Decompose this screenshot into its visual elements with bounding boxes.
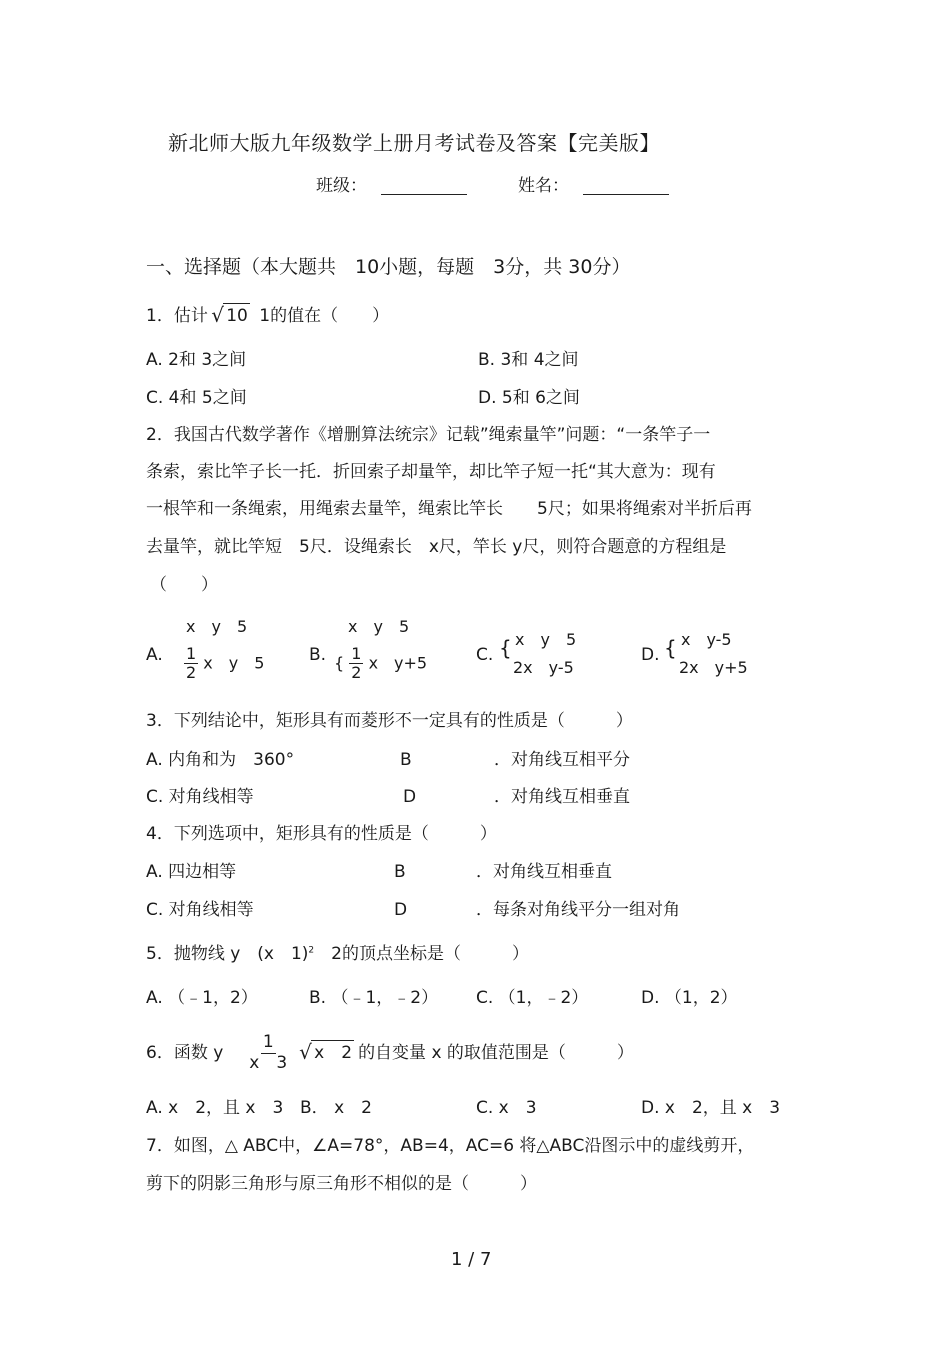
exponent: 2 [308, 945, 315, 956]
q2-option-a-label: A. [146, 645, 163, 665]
fraction [249, 1033, 287, 1073]
sqrt-expression [213, 308, 250, 325]
q4-option-b-letter: B [394, 862, 406, 882]
fraction [184, 645, 198, 683]
q1-option-b: B. 3和 4之间 [478, 350, 579, 370]
question-3-stem: 3．下列结论中，矩形具有而菱形不一定具有的性质是（ ） [146, 711, 633, 731]
fraction [349, 645, 363, 683]
question-7-line-2: 剪下的阴影三角形与原三角形不相似的是（ ） [146, 1174, 537, 1194]
class-blank [381, 176, 467, 195]
question-6-prefix: 6．函数 y [146, 1042, 224, 1063]
q1-option-c: C. 4和 5之间 [146, 388, 247, 408]
q4-option-b-text: ．对角线互相垂直 [476, 862, 612, 882]
question-7-line-1: 7．如图，△ ABC中，∠A=78°，AB=4，AC=6 将△ABC沿图示中的虚线剪开， [146, 1136, 755, 1156]
class-field [316, 176, 467, 195]
q2-option-c-bottom: 2x y-5 [513, 658, 574, 677]
class-label: 班级： [316, 176, 367, 196]
page-title: 新北师大版九年级数学上册月考试卷及答案【完美版】 [168, 131, 660, 155]
q4-option-d-text: ．每条对角线平分一组对角 [476, 900, 680, 920]
q3-option-b-text: ．对角线互相平分 [494, 750, 630, 770]
q2-option-a-top: x y 5 [186, 617, 248, 636]
section-heading: 一、选择题（本大题共 10小题，每题 3分，共 30分） [146, 256, 631, 278]
question-5-suffix: 2的顶点坐标是（ ） [314, 944, 529, 964]
question-2-line-5: （ ） [150, 575, 218, 595]
sqrt-radicand: 10 [223, 303, 250, 326]
fraction-numerator: 1 [351, 644, 362, 663]
q3-option-a: A. 内角和为 360° [146, 750, 295, 770]
q2-option-d-label: D. [641, 645, 660, 665]
sqrt-expression [301, 1042, 354, 1063]
question-2-line-1: 2．我国古代数学著作《增删算法统宗》记载”绳索量竿”问题：“一条竿子一 [146, 425, 711, 445]
q2-option-d-bottom: 2x y+5 [679, 658, 748, 677]
q2-option-b-label: B. [309, 645, 327, 665]
question-4-stem: 4．下列选项中，矩形具有的性质是（ ） [146, 824, 497, 844]
q1-option-a: A. 2和 3之间 [146, 350, 247, 370]
q3-option-d-letter: D [403, 787, 417, 807]
sqrt-radicand: x 2 [311, 1040, 354, 1063]
q3-option-c: C. 对角线相等 [146, 787, 254, 807]
q2-option-d-brace: { [664, 636, 677, 660]
question-6-suffix: 的自变量 x 的取值范围是（ ） [358, 1042, 634, 1063]
question-6-stem [146, 1033, 634, 1073]
fraction-numerator: 1 [262, 1032, 274, 1052]
question-1-prefix: 1．估计 [146, 306, 208, 326]
question-1-stem [146, 308, 389, 325]
q2-option-b-bottom [334, 645, 427, 683]
equation-text: x y 5 [203, 653, 265, 673]
q6-option-a: A. x 2，且 x 3 [146, 1098, 284, 1118]
q6-option-d: D. x 2，且 x 3 [641, 1098, 781, 1118]
q2-option-a-bottom [184, 645, 264, 683]
q5-option-c: C. （1，﹣2） [476, 988, 589, 1008]
brace: { [334, 653, 345, 673]
page-number: 1 / 7 [451, 1249, 492, 1270]
q5-option-b: B. （﹣1，﹣2） [309, 988, 439, 1008]
q6-option-c: C. x 3 [476, 1098, 537, 1118]
equation-text: x y+5 [368, 653, 428, 673]
fraction-numerator: 1 [186, 644, 197, 663]
q2-option-c-brace: { [499, 636, 512, 660]
name-label: 姓名： [518, 176, 569, 196]
question-5-stem [146, 946, 529, 963]
question-5-prefix: 5．抛物线 y (x 1) [146, 944, 309, 964]
q2-option-b-top: x y 5 [348, 617, 410, 636]
q4-option-d-letter: D [394, 900, 408, 920]
fraction-denominator: 2 [351, 663, 362, 683]
fraction-denominator: 2 [186, 663, 197, 683]
q2-option-c-label: C. [476, 645, 494, 665]
q3-option-b-letter: B [400, 750, 412, 770]
question-2-line-4: 去量竿，就比竿短 5尺．设绳索长 x尺，竿长 y尺，则符合题意的方程组是 [146, 537, 727, 557]
q5-option-a: A. （﹣1，2） [146, 988, 258, 1008]
q2-option-c-top: x y 5 [515, 630, 577, 649]
q6-option-b: B． x 2 [300, 1098, 372, 1118]
question-1-suffix: 1的值在（ ） [259, 306, 390, 326]
question-2-line-3: 一根竿和一条绳索，用绳索去量竿，绳索比竿长 5尺；如果将绳索对半折后再 [146, 499, 752, 519]
q5-option-d: D. （1，2） [641, 988, 738, 1008]
name-field [518, 176, 669, 195]
q1-option-d: D. 5和 6之间 [478, 388, 580, 408]
q3-option-d-text: ．对角线互相垂直 [494, 787, 630, 807]
name-blank [583, 176, 669, 195]
fraction-denominator: x 3 [249, 1052, 288, 1073]
question-2-line-2: 条索，索比竿子长一托．折回索子却量竿，却比竿子短一托“其大意为：现有 [146, 462, 716, 482]
q2-option-d-top: x y-5 [681, 630, 732, 649]
q4-option-c: C. 对角线相等 [146, 900, 254, 920]
q4-option-a: A. 四边相等 [146, 862, 237, 882]
